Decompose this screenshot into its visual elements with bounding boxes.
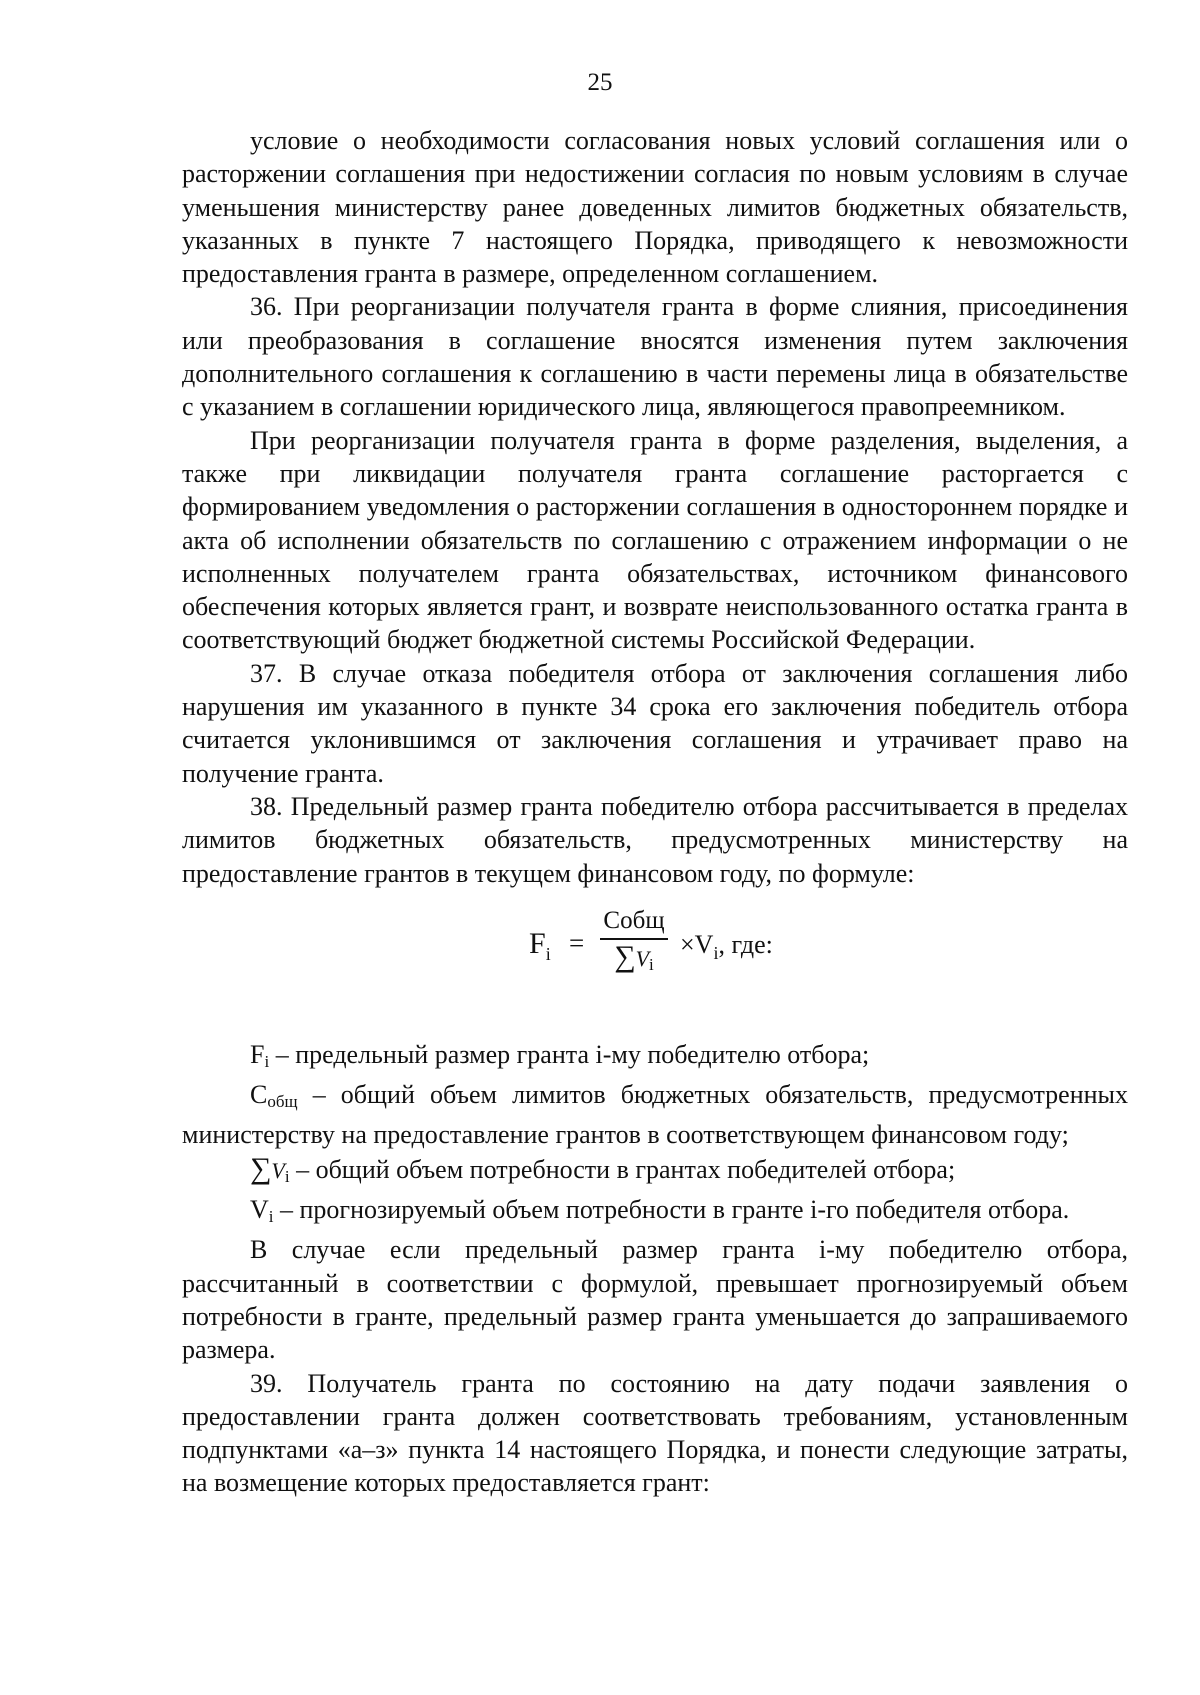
formula-fraction [600, 906, 668, 982]
document-body [182, 124, 1128, 1500]
definition-c-total: $С_{общ}$ – общий объем лимитов бюджетных обязательств, предусмотренных министерству на предоставление грантов в соответствующем финансовом году; [182, 1080, 1128, 1150]
formula-lhs: $F_i$ [529, 926, 551, 964]
paragraph-36: 36. При реорганизации получателя гранта в форме слияния, присоединения или преобразования в соглашение вносятся изменения путем заключения дополнительного соглашения к соглашению в части перемены лица в обязательстве с указанием в соглашении юридического лица, являющегося правопреемником. [182, 292, 1128, 422]
definition-sum-vi: $\sum V_i$ – общий объем потребности в грантах победителей отбора; [250, 1151, 956, 1186]
paragraph-limit-reduction: В случае если предельный размер гранта i-му победителю отбора, рассчитанный в соответствии с формулой, превышает прогнозируемый объем потребности в гранте, предельный размер гранта уменьшается до запрашиваемого размера. [182, 1235, 1128, 1365]
formula-numerator: Собщ [600, 906, 668, 940]
formula-equals: = [569, 927, 585, 958]
definition-vi: $V_i$ – прогнозируемый объем потребности в гранте i-го победителя отбора. [250, 1195, 1070, 1227]
formula-denominator: ∑Vi [614, 939, 654, 974]
paragraph-37: 37. В случае отказа победителя отбора от заключения соглашения либо нарушения им указанного в пункте 34 срока его заключения победитель отбора считается уклонившимся от заключения соглашения и утрачивает право на получение гранта. [182, 658, 1128, 788]
paragraph-39: 39. Получатель гранта по состоянию на дату подачи заявления о предоставлении гранта должен соответствовать требованиям, установленным подпунктами «а–з» пункта 14 настоящего Порядка, и понести следующие затраты, на возмещение которых предоставляется грант: [182, 1368, 1128, 1498]
paragraph-36-reorganization: При реорганизации получателя гранта в форме разделения, выделения, а также при ликвидации получателя гранта соглашение расторгается с формированием уведомления о расторжении соглашения в одностороннем порядке и акта об исполнении обязательств по соглашению с отражением информации о не исполненных получателем гранта обязательствах, источником финансового обеспечения которых является грант, и возврате неиспользованного остатка гранта в соответствующий бюджет бюджетной системы Российской Федерации. [182, 425, 1128, 655]
page-number: 25 [587, 69, 613, 96]
paragraph-38: 38. Предельный размер гранта победителю отбора рассчитывается в пределах лимитов бюджетных обязательств, предусмотренных министерству на предоставление грантов в текущем финансовом году, по формуле: [182, 791, 1128, 888]
paragraph-condition: условие о необходимости согласования новых условий соглашения или о расторжении соглашения при недостижении согласия по новым условиям в случае уменьшения министерству ранее доведенных лимитов бюджетных обязательств, указанных в пункте 7 настоящего Порядка, приводящего к невозможности предоставления гранта в размере, определенном соглашением. [182, 126, 1128, 289]
grant-formula [182, 890, 1128, 1038]
definition-fi: $F_i$ – предельный размер гранта i-му победителю отбора; [250, 1039, 870, 1071]
formula-rhs: $\times V_i$, где: [680, 929, 773, 964]
